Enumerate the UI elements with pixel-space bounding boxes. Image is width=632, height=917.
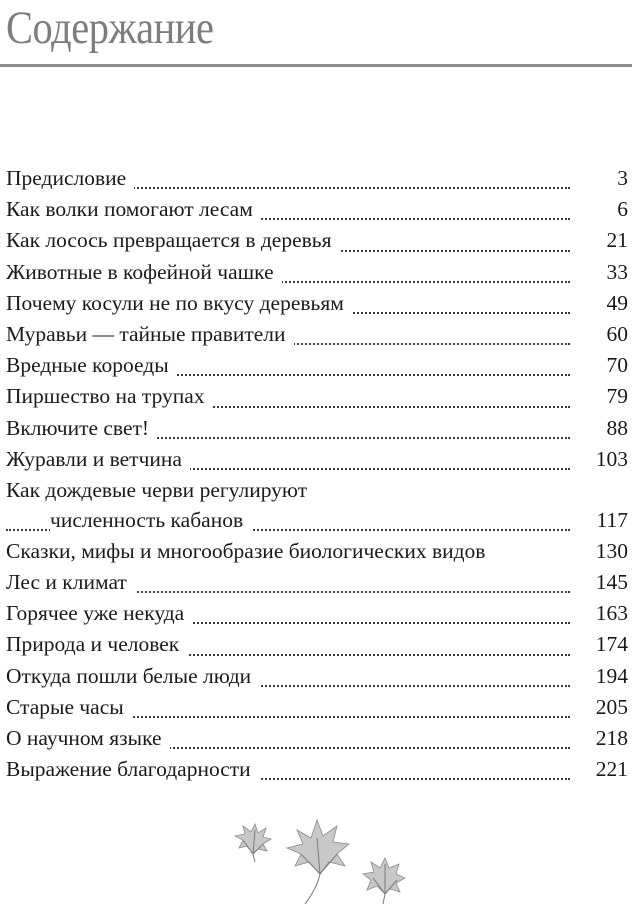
toc-entry-page: 60 xyxy=(603,320,629,348)
toc-entry[interactable] xyxy=(6,662,628,693)
toc-entry-title: Пиршество на трупах xyxy=(6,382,213,410)
toc-entry[interactable] xyxy=(6,320,628,351)
toc-entry[interactable] xyxy=(6,537,628,568)
toc-entry-title: Включите свет! xyxy=(6,414,157,442)
toc-entry-page: 33 xyxy=(603,258,629,286)
toc-entry[interactable] xyxy=(6,164,628,195)
toc-entry-title: Журавли и ветчина xyxy=(6,445,190,473)
toc-entry-title: Старые часы xyxy=(6,693,132,721)
toc-entry-page: 70 xyxy=(603,351,629,379)
toc-entry[interactable] xyxy=(6,476,628,537)
toc-entry[interactable] xyxy=(6,382,628,413)
toc-entry[interactable] xyxy=(6,289,628,320)
toc-entry-page: 6 xyxy=(613,195,628,223)
toc-entry-title: Как лосось превращается в деревья xyxy=(6,226,339,254)
toc-entry-title: Природа и человек xyxy=(6,630,187,658)
toc-entry-title: Животные в кофейной чашке xyxy=(6,258,282,286)
toc-entry-page: 49 xyxy=(603,289,629,317)
toc-entry[interactable] xyxy=(6,693,628,724)
toc-entry-title: Выражение благодарности xyxy=(6,755,259,783)
toc-entry[interactable] xyxy=(6,724,628,755)
toc-entry[interactable] xyxy=(6,568,628,599)
toc-entry[interactable] xyxy=(6,599,628,630)
toc-entry-page: 145 xyxy=(592,568,628,596)
toc-entry[interactable] xyxy=(6,630,628,661)
toc-entry-title: Сказки, мифы и многообразие биологических видов xyxy=(6,537,493,565)
toc-entry-page: 218 xyxy=(592,724,628,752)
toc-entry-page: 174 xyxy=(592,630,628,658)
page-title: Содержание xyxy=(6,2,214,54)
toc-entry-page: 79 xyxy=(603,382,629,410)
title-divider xyxy=(0,64,632,67)
toc-entry[interactable] xyxy=(6,195,628,226)
toc-entry-page: 205 xyxy=(592,693,628,721)
maple-leaves-icon xyxy=(225,808,415,912)
toc-entry-page: 3 xyxy=(613,164,628,192)
toc-entry[interactable] xyxy=(6,226,628,257)
toc-entry-title: Вредные короеды xyxy=(6,351,177,379)
toc-entry-title: Предисловие xyxy=(6,164,134,192)
toc-entry-page: 103 xyxy=(592,445,628,473)
table-of-contents xyxy=(6,164,628,786)
toc-entry-title: Муравьи — тайные правители xyxy=(6,320,294,348)
toc-entry[interactable] xyxy=(6,258,628,289)
toc-entry-title: Откуда пошли белые люди xyxy=(6,662,259,690)
toc-entry-title: Горячее уже некуда xyxy=(6,599,192,627)
toc-entry-page: 21 xyxy=(603,226,629,254)
toc-entry-title: Как волки помогают лесам xyxy=(6,195,261,223)
toc-entry-title: Почему косули не по вкусу деревьям xyxy=(6,289,352,317)
toc-entry-page: 117 xyxy=(593,506,628,534)
toc-entry-title: О научном языке xyxy=(6,724,170,752)
toc-entry[interactable] xyxy=(6,755,628,786)
toc-entry[interactable] xyxy=(6,351,628,382)
toc-entry-title: Лес и климат xyxy=(6,568,135,596)
toc-entry-page: 221 xyxy=(592,755,628,783)
toc-entry[interactable] xyxy=(6,414,628,445)
toc-entry[interactable] xyxy=(6,445,628,476)
toc-entry-title-line1: Как дождевые черви регулируют xyxy=(6,477,308,502)
toc-entry-page: 88 xyxy=(603,414,629,442)
toc-entry-page: 130 xyxy=(592,537,628,565)
toc-entry-page: 163 xyxy=(592,599,628,627)
toc-entry-title: численность кабанов xyxy=(50,506,251,534)
toc-entry-page: 194 xyxy=(592,662,628,690)
